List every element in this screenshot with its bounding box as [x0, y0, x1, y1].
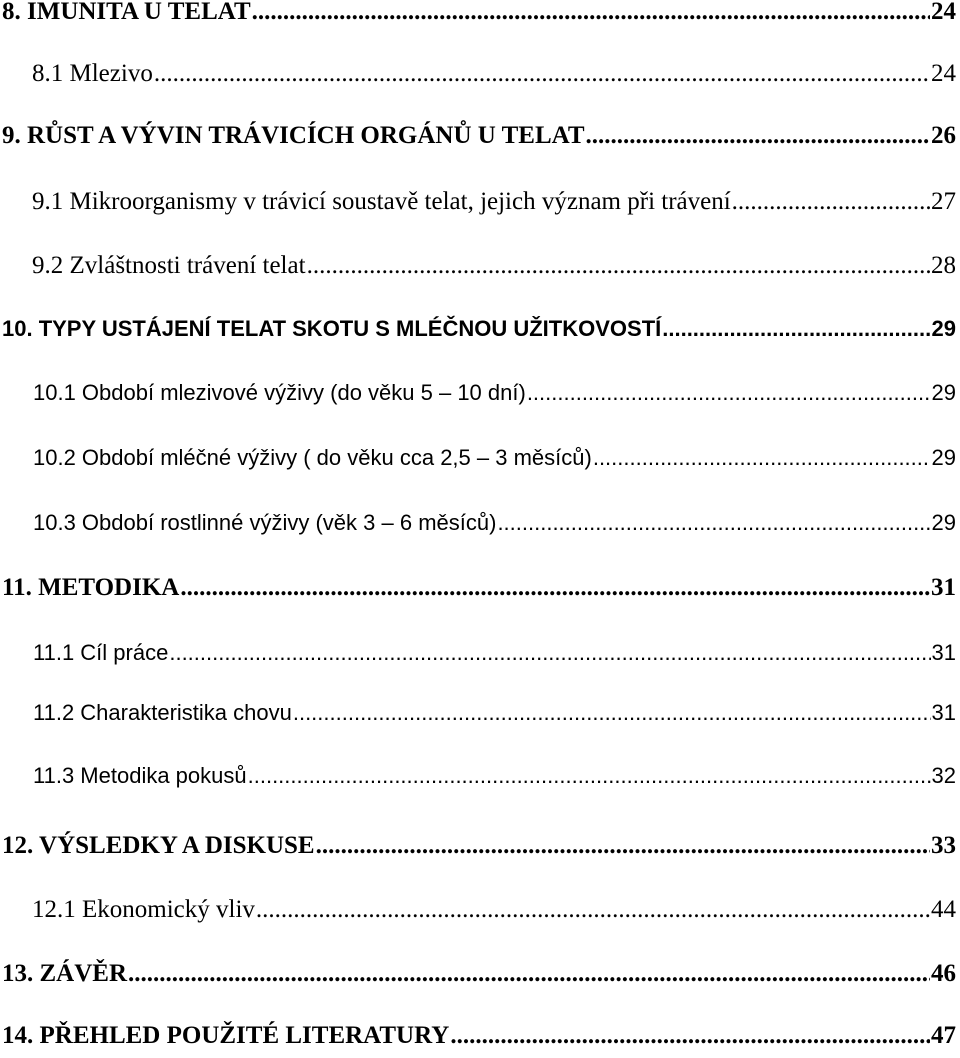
toc-entry-section-9-1[interactable]	[32, 188, 956, 224]
toc-entry-section-10-1[interactable]	[33, 380, 956, 416]
toc-entry-title: 11.2 Charakteristika chovu	[33, 700, 292, 725]
toc-dot-leader	[450, 1022, 930, 1050]
toc-entry-chapter-11[interactable]	[2, 574, 956, 610]
toc-dot-leader	[316, 832, 930, 860]
toc-dot-leader	[256, 896, 930, 924]
toc-entry-title: 11. METODIKA	[2, 574, 180, 601]
toc-entry-title: 11.1 Cíl práce	[33, 640, 169, 665]
toc-entry-title: 8. IMUNITA U TELAT	[2, 0, 251, 25]
toc-entry-section-11-1[interactable]	[33, 640, 956, 676]
toc-page-number: 29	[931, 380, 956, 405]
toc-entry-chapter-14[interactable]	[2, 1022, 956, 1058]
toc-page-number: 26	[931, 122, 956, 149]
toc-dot-leader	[248, 763, 931, 789]
toc-dot-leader	[732, 188, 930, 216]
toc-dot-leader	[180, 574, 930, 602]
toc-dot-leader	[593, 445, 931, 471]
toc-page-number: 46	[931, 960, 956, 987]
toc-entry-title: 11.3 Metodika pokusů	[33, 763, 247, 788]
toc-dot-leader	[252, 0, 930, 26]
toc-page-number: 29	[931, 316, 956, 341]
toc-entry-title: 10. TYPY USTÁJENÍ TELAT SKOTU S MLÉČNOU UŽITKOVOSTÍ	[2, 316, 662, 341]
toc-dot-leader	[128, 960, 930, 988]
toc-entry-chapter-12[interactable]	[2, 832, 956, 868]
toc-entry-chapter-13[interactable]	[2, 960, 956, 996]
toc-page-number: 33	[931, 832, 956, 859]
toc-page-number: 44	[931, 896, 956, 923]
toc-page-number: 29	[931, 510, 956, 535]
toc-entry-title: 9. RŮST A VÝVIN TRÁVICÍCH ORGÁNŮ U TELAT	[2, 122, 585, 149]
toc-entry-title: 13. ZÁVĚR	[2, 960, 128, 987]
toc-page-number: 32	[931, 763, 956, 788]
toc-entry-title: 14. PŘEHLED POUŽITÉ LITERATURY	[2, 1022, 450, 1049]
toc-entry-title: 10.3 Období rostlinné výživy (věk 3 – 6 měsíců)	[33, 510, 497, 535]
toc-dot-leader	[293, 700, 931, 726]
toc-page-number: 31	[931, 574, 956, 601]
toc-entry-section-11-2[interactable]	[33, 700, 956, 736]
toc-entry-section-11-3[interactable]	[33, 763, 956, 799]
toc-page-number: 31	[931, 640, 956, 665]
toc-dot-leader	[586, 122, 930, 150]
toc-page-number: 24	[931, 60, 956, 87]
toc-page-number: 29	[931, 445, 956, 470]
toc-entry-title: 12.1 Ekonomický vliv	[32, 896, 255, 923]
toc-page-number: 28	[931, 252, 956, 279]
toc-entry-chapter-8[interactable]	[2, 0, 956, 34]
toc-entry-title: 10.2 Období mléčné výživy ( do věku cca 2,5 – 3 měsíců)	[33, 445, 592, 470]
toc-entry-section-12-1[interactable]	[32, 896, 956, 932]
toc-entry-title: 9.1 Mikroorganismy v trávicí soustavě telat, jejich význam při trávení	[32, 188, 731, 215]
toc-entry-section-10-2[interactable]	[33, 445, 956, 481]
toc-dot-leader	[662, 316, 930, 342]
toc-dot-leader	[154, 60, 930, 88]
toc-dot-leader	[527, 380, 931, 406]
toc-page-number: 24	[931, 0, 956, 25]
toc-entry-chapter-9[interactable]	[2, 122, 956, 158]
toc-entry-title: 8.1 Mlezivo	[32, 60, 153, 87]
toc-entry-title: 9.2 Zvláštnosti trávení telat	[32, 252, 306, 279]
toc-entry-chapter-10[interactable]	[2, 316, 956, 352]
toc-dot-leader	[497, 510, 930, 536]
toc-page-number: 31	[931, 700, 956, 725]
toc-entry-section-10-3[interactable]	[33, 510, 956, 546]
toc-dot-leader	[169, 640, 930, 666]
toc-page-number: 27	[931, 188, 956, 215]
toc-entry-section-9-2[interactable]	[32, 252, 956, 288]
toc-entry-section-8-1[interactable]	[32, 60, 956, 96]
toc-page-number: 47	[931, 1022, 956, 1049]
toc-entry-title: 12. VÝSLEDKY A DISKUSE	[2, 832, 315, 859]
toc-entry-title: 10.1 Období mlezivové výživy (do věku 5 – 10 dní)	[33, 380, 526, 405]
toc-dot-leader	[307, 252, 930, 280]
